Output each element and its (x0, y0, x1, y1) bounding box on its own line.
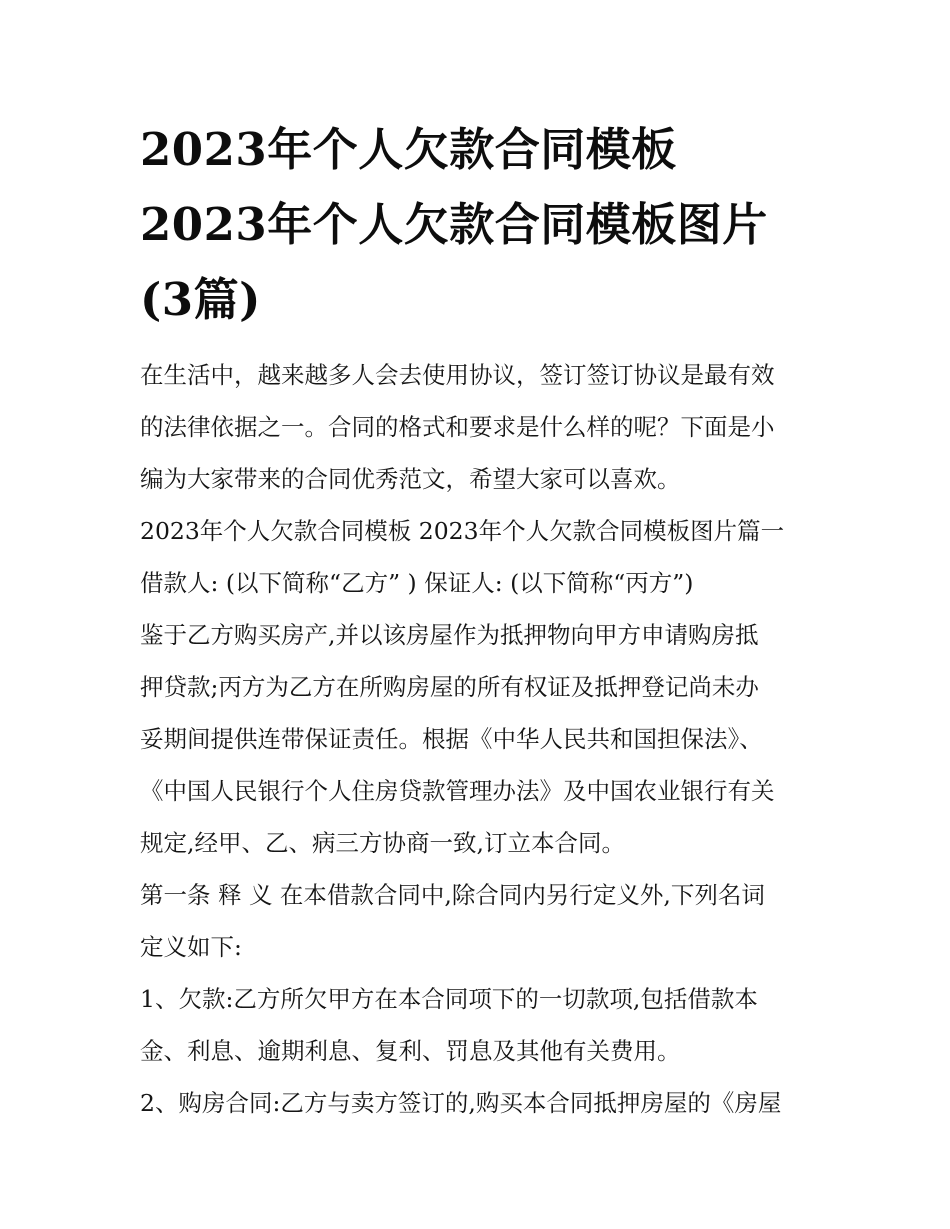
document-page (140, 112, 820, 1129)
text-line: 《中国人民银行个人住房贷款管理办法》及中国农业银行有关 (140, 777, 775, 805)
text-line: 定义如下: (140, 933, 242, 961)
text-line: 借款人: (以下简称“乙方” ) 保证人: (以下简称“丙方”) (140, 569, 694, 597)
text-line: 编为大家带来的合同优秀范文，希望大家可以喜欢。 (140, 465, 681, 493)
text-line: 在生活中，越来越多人会去使用协议，签订签订协议是最有效 (140, 361, 775, 389)
text-line: 押贷款;丙方为乙方在所购房屋的所有权证及抵押登记尚未办 (140, 673, 759, 701)
text-line: 金、利息、逾期利息、复利、罚息及其他有关费用。 (140, 1037, 681, 1065)
text-line: 鉴于乙方购买房产,并以该房屋作为抵押物向甲方申请购房抵 (140, 621, 759, 649)
title-line: (3篇) (140, 273, 261, 326)
definition-item-2 (140, 1077, 820, 1129)
section-heading (140, 505, 820, 557)
text-line: 2023年个人欠款合同模板 2023年个人欠款合同模板图片篇一 (140, 517, 785, 545)
title-line: 2023年个人欠款合同模板图片 (140, 198, 768, 251)
document-body (140, 349, 820, 1129)
text-line: 妥期间提供连带保证责任。根据《中华人民共和国担保法》、 (140, 725, 763, 753)
article-one-paragraph (140, 869, 820, 973)
title-line: 2023年个人欠款合同模板 (140, 123, 677, 176)
intro-paragraph (140, 349, 820, 505)
text-line: 1、欠款:乙方所欠甲方在本合同项下的一切款项,包括借款本 (140, 985, 758, 1013)
document-title (140, 112, 820, 337)
text-line: 第一条 释 义 在本借款合同中,除合同内另行定义外,下列名词 (140, 881, 765, 909)
text-line: 2、购房合同:乙方与卖方签订的,购买本合同抵押房屋的《房屋 (140, 1089, 782, 1117)
text-line: 规定,经甲、乙、病三方协商一致,订立本合同。 (140, 829, 625, 857)
parties-paragraph (140, 557, 820, 609)
text-line: 的法律依据之一。合同的格式和要求是什么样的呢？下面是小 (140, 413, 775, 441)
definition-item-1 (140, 973, 820, 1077)
preamble-paragraph (140, 609, 820, 869)
